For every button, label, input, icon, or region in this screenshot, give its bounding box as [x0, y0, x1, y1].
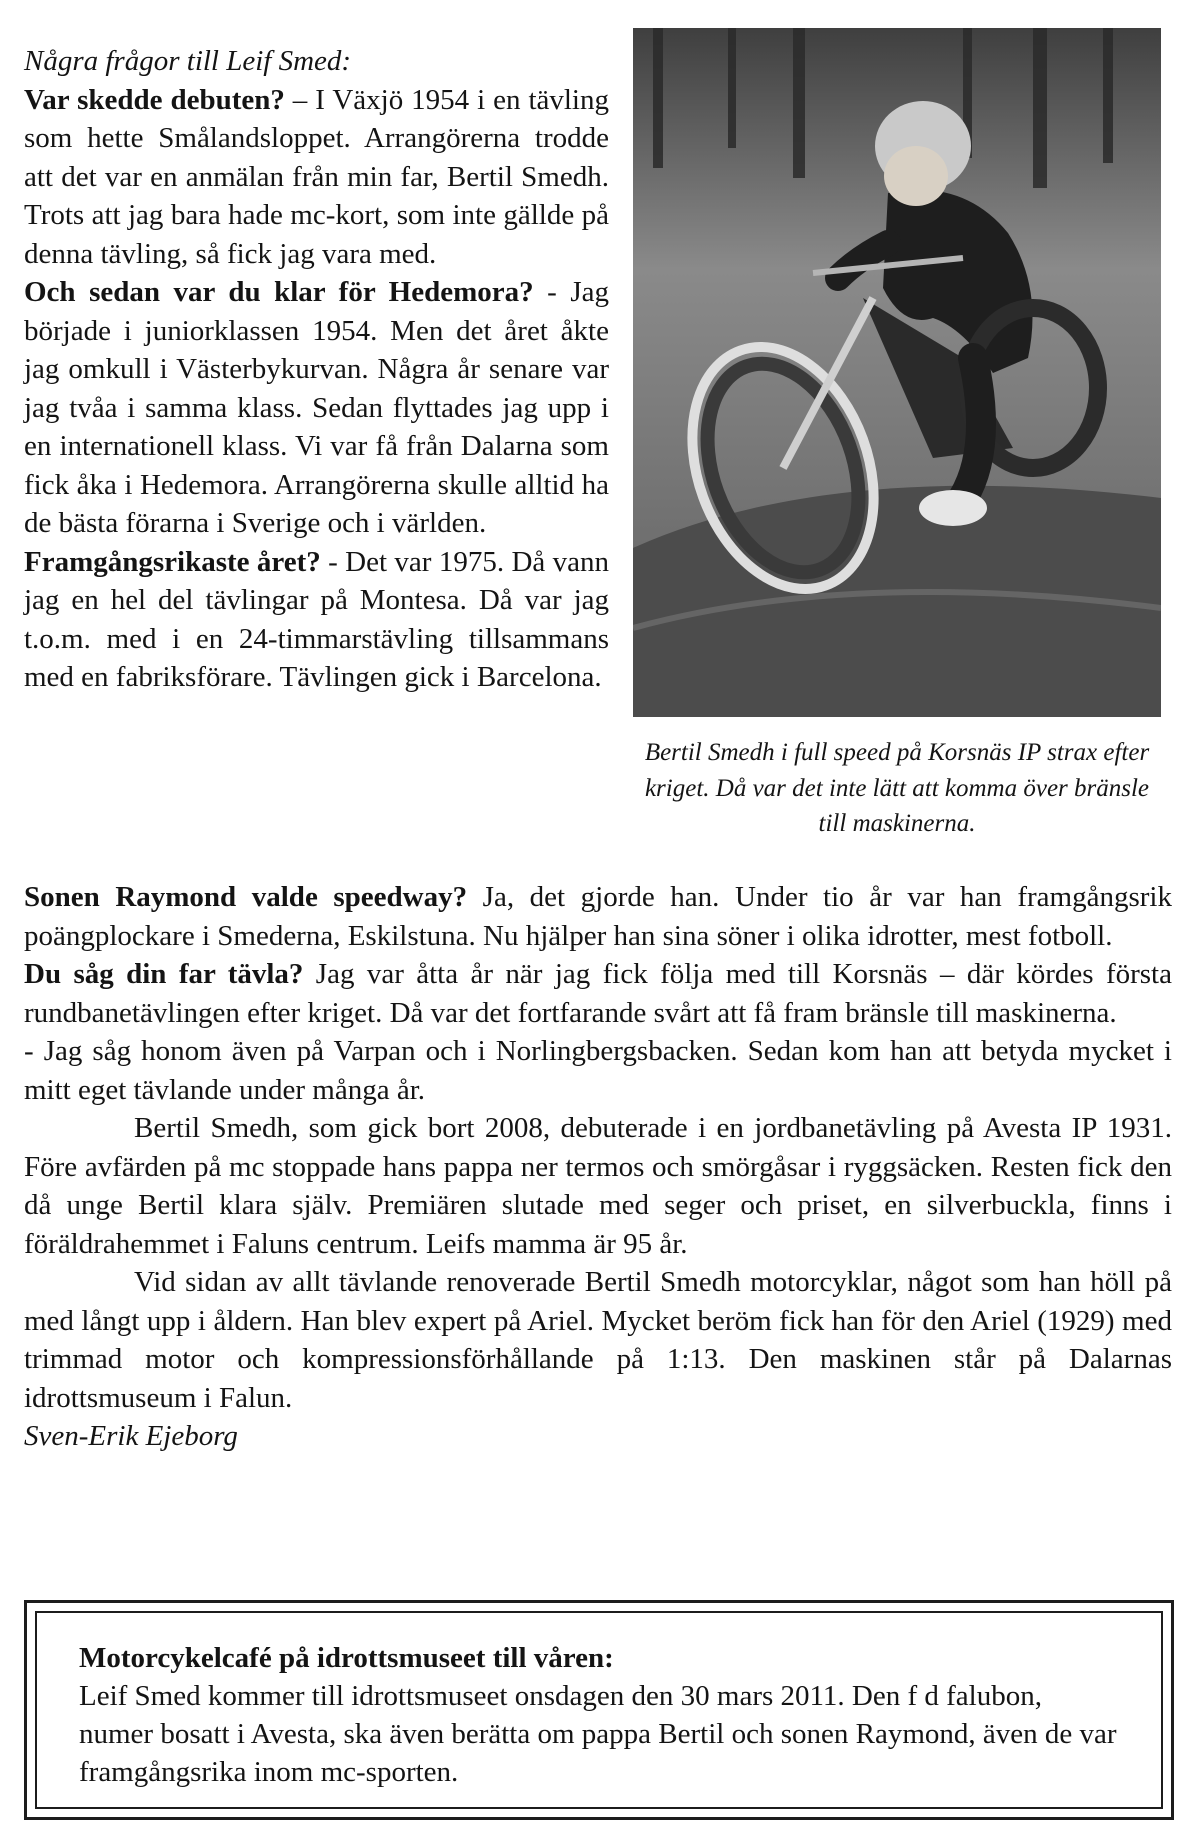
article-continuation	[24, 878, 1172, 1456]
notice-box-inner	[35, 1611, 1163, 1809]
answer: Ja, det gjorde han. Under tio år var han framgångsrik poängplockare i Smederna, Eskilstuna. Nu hjälper han sina söner i olika idrotter, mest fotboll.	[24, 881, 1172, 952]
qa-item	[24, 81, 609, 274]
question: Sonen Raymond valde speedway?	[24, 881, 468, 913]
qa-item	[24, 273, 609, 543]
photo-caption: Bertil Smedh i full speed på Korsnäs IP strax efter kriget. Då var det inte lätt att komma över bränsle till maskinerna.	[644, 739, 1150, 837]
photo-illustration	[633, 28, 1161, 717]
question: Du såg din far tävla?	[24, 958, 304, 990]
article-column	[24, 42, 609, 697]
qa-item	[24, 878, 1172, 955]
answer: – I Växjö 1954 i en tävling som hette Smålandsloppet. Arrangörerna trodde att det var en anmälan från min far, Bertil Smedh. Trots att jag bara hade mc-kort, som inte gällde på denna tävling, så fick jag vara med.	[24, 83, 609, 270]
quote-paragraph: - Jag såg honom även på Varpan och i Norlingbergsbacken. Sedan kom han att betyda mycket i mitt eget tävlande under många år.	[24, 1035, 1172, 1106]
answer: - Det var 1975. Då vann jag en hel del tävlingar på Montesa. Då var jag t.o.m. med i en 24-timmarstävling tillsammans med en fabriksförare. Tävlingen gick i Barcelona.	[24, 545, 609, 693]
motorcycle-photo	[633, 28, 1161, 717]
answer: Jag var åtta år när jag fick följa med till Korsnäs – där kördes första rundbanetävlingen efter kriget. Då var det fortfarande svårt att få fram bränsle till maskinerna.	[24, 958, 1172, 1029]
qa-item	[24, 543, 609, 697]
qa-item	[24, 955, 1172, 1032]
question: Framgångsrikaste året?	[24, 545, 321, 578]
answer: - Jag började i juniorklassen 1954. Men det året åkte jag omkull i Västerbykurvan. Några år senare var jag tvåa i samma klass. Sedan flyttades jag upp i en internationell klass. Vi var få från Dalarna som fick åka i Hedemora. Arrangörerna skulle alltid ha de bästa förarna i Sverige och i världen.	[24, 276, 609, 539]
notice-body: Leif Smed kommer till idrottsmuseet onsdagen den 30 mars 2011. Den f d falubon, numer bosatt i Avesta, ska även berätta om pappa Bertil och sonen Raymond, även de var framgångsrika inom mc-sporten.	[79, 1680, 1117, 1788]
notice-title: Motorcykelcafé på idrottsmuseet till våren:	[79, 1642, 614, 1674]
notice-box	[24, 1600, 1174, 1820]
question: Var skedde debuten?	[24, 83, 285, 116]
author-signature: Sven-Erik Ejeborg	[24, 1420, 238, 1452]
question: Och sedan var du klar för Hedemora?	[24, 276, 534, 308]
bertil-paragraph: Bertil Smedh, som gick bort 2008, debuterade i en jordbanetävling på Avesta IP 1931. Före avfärden på mc stoppade hans pappa ner termos och smörgåsar i ryggsäcken. Resten fick den då unge Bertil klara själv. Premiären slutade med seger och priset, en silverbuckla, finns i föräldrahemmet i Faluns centrum. Leifs mamma är 95 år.	[24, 1112, 1172, 1260]
ariel-paragraph: Vid sidan av allt tävlande renoverade Bertil Smedh motorcyklar, något som han höll på med långt upp i åldern. Han blev expert på Ariel. Mycket beröm fick han för den Ariel (1929) med trimmad motor och kompressionsförhållande på 1:13. Den maskinen står på Dalarnas idrottsmuseum i Falun.	[24, 1266, 1172, 1414]
article-intro: Några frågor till Leif Smed:	[24, 45, 352, 77]
